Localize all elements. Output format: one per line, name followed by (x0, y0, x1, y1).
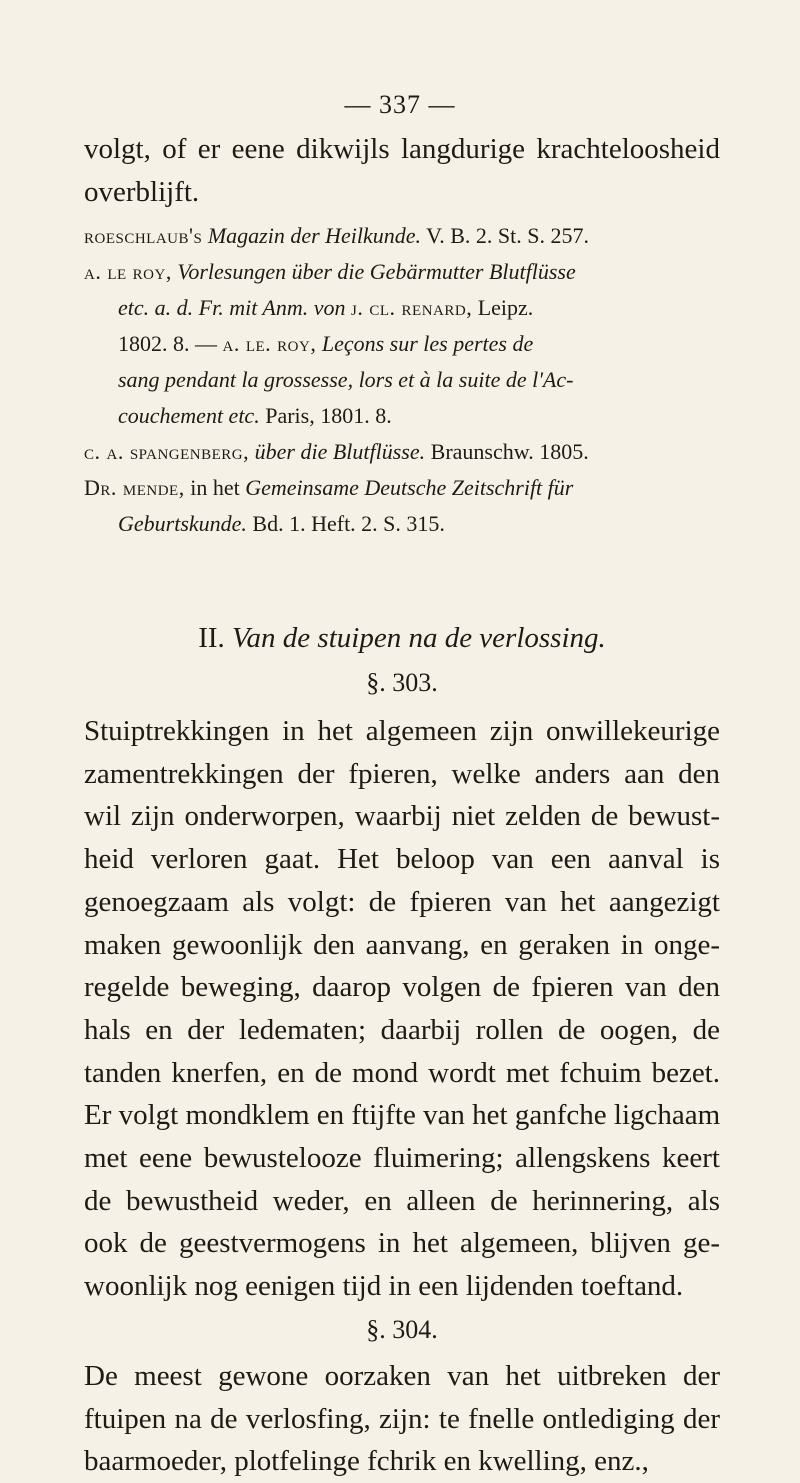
text-line: volgt, of er eene dikwijls langdurige krachteloosheid (84, 133, 720, 165)
text-line: ftuipen na de verlosfing, zijn: te fnelle ontlediging der (84, 1402, 720, 1435)
text-line: baarmoeder, plotfelinge fchrik en kwelling, enz., (84, 1445, 649, 1478)
reference-2: a. le roy, Vorlesungen über die Gebärmutter Blutflüsse etc. a. d. Fr. mit Anm. von j. cl. renard, Leipz. 1802. 8. — a. le. roy, Leçons sur les pertes de sang pendant la grossesse, lors et à la suite de l'Ac- couchement etc. Paris, 1801. 8. (84, 259, 576, 428)
text-line: zamentrekkingen der fpieren, welke anders aan den (84, 757, 720, 790)
opening-text (84, 128, 720, 213)
references-block (84, 218, 720, 542)
text-line: heid verloren gaat. Het beloop van een aanval is (84, 843, 720, 876)
paragraph-mark-304: §. 304. (366, 1315, 438, 1344)
text-line: regelde beweging, daarop volgen de fpieren van den (84, 971, 720, 1004)
text-line: tanden knerfen, en de mond wordt met fchuim bezet. (84, 1056, 720, 1089)
text-line: met eene bewustelooze fluimering; allengskens keert (84, 1142, 720, 1175)
page-number: — 337 — (344, 90, 456, 119)
text-line: genoegzaam als volgt: de fpieren van het aangezigt (84, 885, 720, 918)
text-line: De meest gewone oorzaken van het uitbreken der (84, 1360, 720, 1392)
section-number: II. (198, 622, 225, 654)
text-line: maken gewoonlijk den aanvang, en geraken in onge- (84, 928, 720, 961)
reference-3: c. a. spangenberg, über die Blutflüsse. Braunschw. 1805. (84, 439, 589, 464)
reference-4: Dr. mende, in het Gemeinsame Deutsche Zeitschrift für Geburtskunde. Bd. 1. Heft. 2. S. 315. (84, 475, 574, 536)
text-line: overblijft. (84, 175, 200, 208)
text-line: Er volgt mondklem en ftijfte van het ganfche ligchaam (84, 1099, 721, 1132)
text-line: Stuiptrekkingen in het algemeen zijn onwillekeurige (84, 715, 720, 747)
section-heading (84, 618, 720, 658)
paragraph-mark-303: §. 303. (366, 668, 438, 697)
reference-1: roeschlaub's Magazin der Heilkunde. V. B. 2. St. S. 257. (84, 223, 589, 248)
text-line: hals en der ledematen; daarbij rollen de oogen, de (84, 1013, 720, 1046)
section-title: Van de stuipen na de verlossing. (232, 622, 606, 654)
text-line: wil zijn onderworpen, waarbij niet zelden de bewust- (84, 800, 720, 833)
text-line: de bewustheid weder, en alleen de herinnering, als (84, 1184, 720, 1217)
text-line: woonlijk nog eenigen tijd in een lijdenden toeftand. (84, 1270, 684, 1303)
paragraph-304 (84, 1355, 720, 1483)
text-line: ook de geestvermogens in het algemeen, blijven ge- (84, 1227, 720, 1260)
paragraph-303 (84, 710, 720, 1308)
